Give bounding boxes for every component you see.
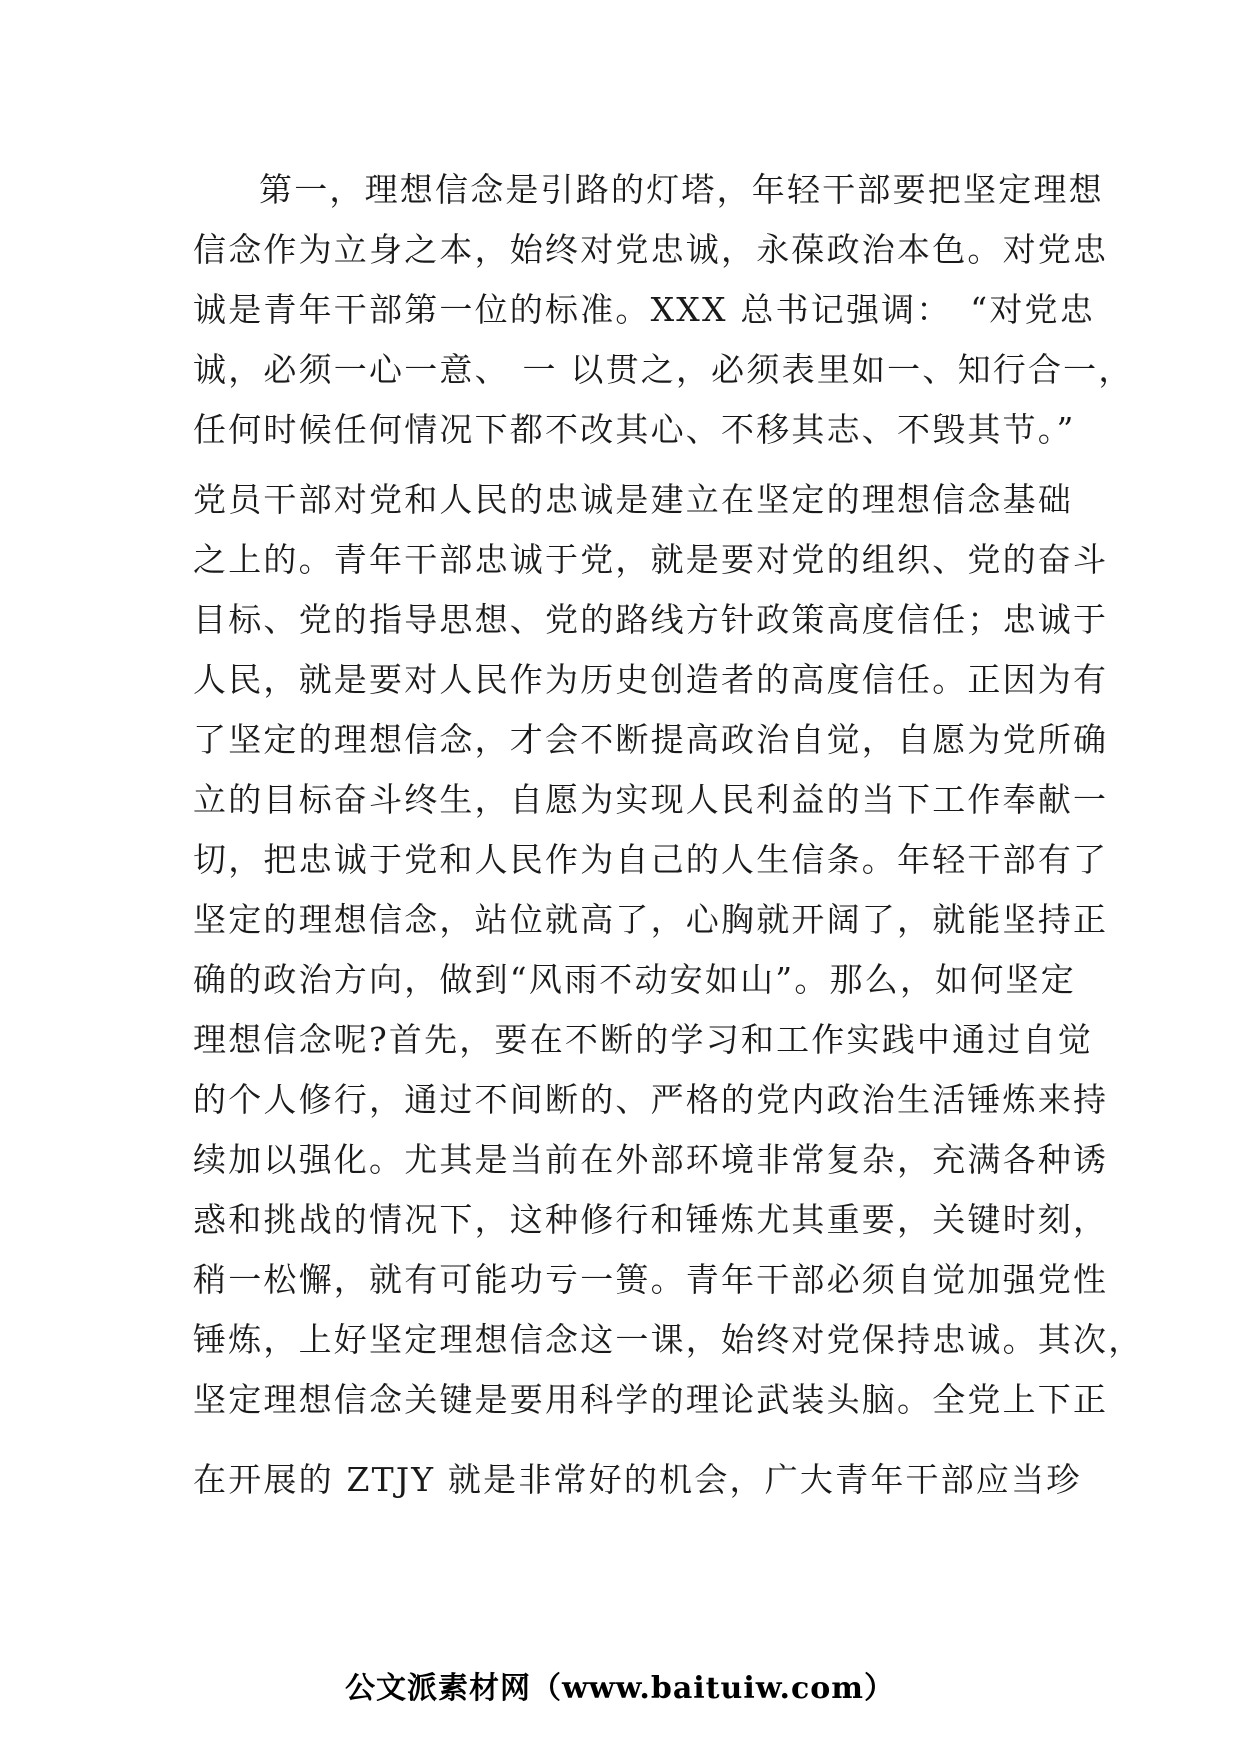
- body-paragraph: [193, 160, 1144, 1510]
- text-line: 任何时候任何情况下都不改其心、不移其志、不毁其节。”: [193, 410, 1076, 449]
- text-line: 了坚定的理想信念，才会不断提高政治自觉，自愿为党所确: [193, 720, 1109, 759]
- text-line: 锤炼，上好坚定理想信念这一课，始终对党保持忠诚。其次，: [193, 1320, 1144, 1359]
- text-line: 人民，就是要对人民作为历史创造者的高度信任。正因为有: [193, 660, 1109, 699]
- text-line: 之上的。青年干部忠诚于党，就是要对党的组织、党的奋斗: [193, 540, 1109, 579]
- text-line: 第一，理想信念是引路的灯塔，年轻干部要把坚定理想: [259, 170, 1104, 209]
- text-line: 立的目标奋斗终生，自愿为实现人民利益的当下工作奉献一: [193, 780, 1109, 819]
- text-line: 的个人修行，通过不间断的、严格的党内政治生活锤炼来持: [193, 1080, 1109, 1119]
- text-line: 稍一松懈，就有可能功亏一篑。青年干部必须自觉加强党性: [193, 1260, 1109, 1299]
- text-line: 坚定理想信念关键是要用科学的理论武装头脑。全党上下正: [193, 1380, 1109, 1419]
- text-line: 诚，必须一心一意、 一 以贯之，必须表里如一、知行合一，: [193, 350, 1134, 389]
- text-line: 续加以强化。尤其是当前在外部环境非常复杂，充满各种诱: [193, 1140, 1109, 1179]
- text-line: 诚是青年干部第一位的标准。XXX 总书记强调： “对党忠: [193, 290, 1095, 329]
- text-line: 党员干部对党和人民的忠诚是建立在坚定的理想信念基础: [193, 480, 1073, 519]
- text-line: 确的政治方向，做到“风雨不动安如山”。那么，如何坚定: [193, 960, 1076, 999]
- text-line: 坚定的理想信念，站位就高了，心胸就开阔了，就能坚持正: [193, 900, 1109, 939]
- text-line: 惑和挑战的情况下，这种修行和锤炼尤其重要，关键时刻，: [193, 1200, 1109, 1239]
- text-line: 目标、党的指导思想、党的路线方针政策高度信任；忠诚于: [193, 600, 1109, 639]
- text-line: 在开展的 ZTJY 就是非常好的机会，广大青年干部应当珍: [193, 1460, 1082, 1499]
- text-line: 信念作为立身之本，始终对党忠诚，永葆政治本色。对党忠: [193, 230, 1109, 269]
- text-line: 切，把忠诚于党和人民作为自己的人生信条。年轻干部有了: [193, 840, 1109, 879]
- footer-watermark: 公文派素材网（www.baituiw.com）: [344, 1671, 896, 1706]
- text-line: 理想信念呢?首先，要在不断的学习和工作实践中通过自觉: [193, 1020, 1093, 1059]
